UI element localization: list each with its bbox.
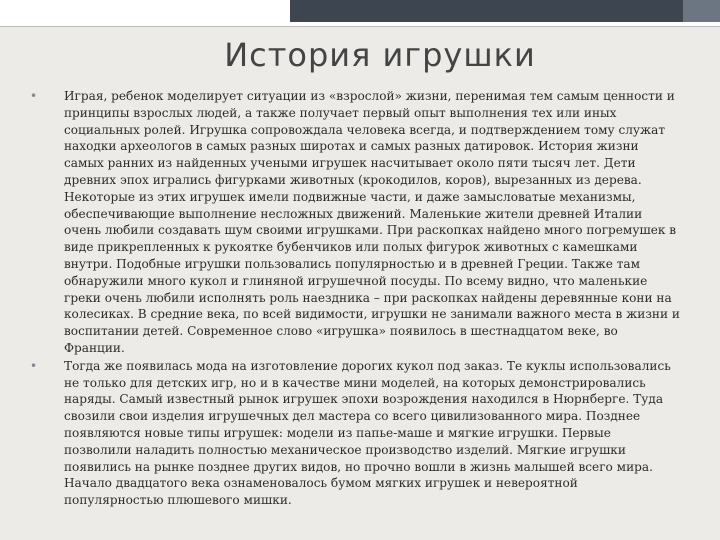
slide-title: История игрушки bbox=[224, 36, 536, 74]
slide-body bbox=[30, 88, 680, 509]
bullet-paragraph-2 bbox=[30, 358, 680, 509]
slide-header-bar bbox=[290, 0, 720, 22]
bullet-marker: • bbox=[30, 89, 38, 103]
slide-header-accent bbox=[683, 0, 720, 22]
header-divider bbox=[0, 26, 720, 27]
bullet-paragraph-1 bbox=[30, 88, 680, 357]
bullet-marker: • bbox=[30, 358, 38, 373]
bullet-text-1: Играя, ребенок моделирует ситуации из «взрослой» жизни, перенимая тем самым ценности и принципы взрослых людей, а также получает первый опыт выполнения тех или иных социальных ролей. Игрушка сопровождала человека всегда, и подтверждением тому служат находки археологов в самых разных широтах и самых разных датировок. История жизни самых ранних из найденных учеными игрушек насчитывает около пяти тысяч лет. Дети древних эпох игрались фигурками животных (крокодилов, коров), вырезанных из дерева. Некоторые из этих игрушек имели подвижные части, и даже замысловатые механизмы, обеспечивающие выполнение несложных движений. Маленькие жители древней Италии очень любили создавать шум своими игрушками. При раскопках найдено много погремушек в виде прикрепленных к рукоятке бубенчиков или полых фигурок животных с камешками внутри. Подобные игрушки пользовались популярностью и в древней Греции. Также там обнаружили много кукол и глиняной игрушечной посуды. По всему видно, что маленькие греки очень любили исполнять роль наездника – при раскопках найдены деревянные кони на колесиках. В средние века, по всей видимости, игрушки не занимали важного места в жизни и воспитании детей. Современное слово «игрушка» появилось в шестнадцатом веке, во Франции. bbox=[64, 89, 680, 355]
bullet-text-2: Тогда же появилась мода на изготовление дорогих кукол под заказ. Те куклы использовались не только для детских игр, но и в качестве мини моделей, на которых демонстрировались наряды. Самый известный рынок игрушек эпохи возрождения находился в Нюрнберге. Туда свозили свои изделия игрушечных дел мастера со всего цивилизованного мира. Позднее появляются новые типы игрушек: модели из папье-маше и мягкие игрушки. Первые позволили наладить полностью механическое производство изделий. Мягкие игрушки появились на рынке позднее других видов, но прочно вошли в жизнь малышей всего мира. Начало двадцатого века ознаменовалось бумом мягких игрушек и невероятной популярностью плюшевого мишки. bbox=[64, 358, 671, 508]
